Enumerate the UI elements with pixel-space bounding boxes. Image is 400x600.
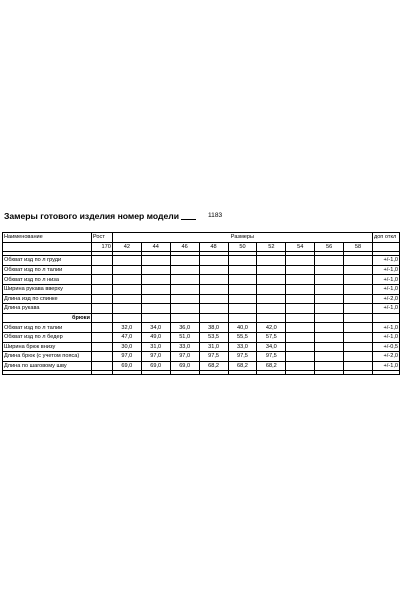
empty-cell	[315, 275, 344, 285]
size-value: 46	[170, 242, 199, 252]
empty-cell	[372, 242, 399, 252]
empty-cell	[257, 256, 286, 266]
measure-value: 97,5	[199, 352, 228, 362]
empty-cell	[257, 265, 286, 275]
tolerance-value: +/-1,0	[372, 323, 399, 333]
empty-cell	[315, 332, 344, 342]
empty-cell	[112, 284, 141, 294]
empty-cell	[199, 313, 228, 323]
empty-cell	[315, 304, 344, 314]
empty-cell	[286, 342, 315, 352]
tolerance-value: +/-2,0	[372, 294, 399, 304]
empty-cell	[286, 294, 315, 304]
empty-cell	[199, 284, 228, 294]
empty-cell	[344, 275, 373, 285]
sizes-header: Размеры	[112, 233, 372, 243]
size-value: 50	[228, 242, 257, 252]
measure-value: 32,0	[112, 323, 141, 333]
empty-cell	[315, 284, 344, 294]
empty-cell	[170, 275, 199, 285]
empty-cell	[257, 371, 286, 375]
empty-cell	[199, 275, 228, 285]
empty-cell	[315, 313, 344, 323]
measure-value: 40,0	[228, 323, 257, 333]
measure-name: Длина по шаговому шву	[3, 361, 92, 371]
empty-cell	[112, 294, 141, 304]
name-header: Наименование	[3, 233, 92, 243]
empty-cell	[286, 352, 315, 362]
header-row	[3, 233, 400, 243]
empty-cell	[228, 275, 257, 285]
empty-cell	[257, 304, 286, 314]
empty-cell	[170, 294, 199, 304]
empty-cell	[91, 275, 112, 285]
empty-cell	[228, 256, 257, 266]
empty-cell	[344, 342, 373, 352]
empty-cell	[286, 371, 315, 375]
measure-value: 31,0	[141, 342, 170, 352]
empty-cell	[286, 265, 315, 275]
empty-cell	[372, 371, 399, 375]
blank-row	[3, 371, 400, 375]
empty-cell	[141, 284, 170, 294]
measure-value: 57,5	[257, 332, 286, 342]
measure-value: 97,0	[112, 352, 141, 362]
empty-cell	[199, 371, 228, 375]
empty-cell	[315, 342, 344, 352]
empty-cell	[344, 361, 373, 371]
measure-value: 97,0	[170, 352, 199, 362]
tolerance-header: доп откл	[372, 233, 399, 243]
empty-cell	[141, 256, 170, 266]
empty-cell	[3, 371, 92, 375]
table-row	[3, 352, 400, 362]
title-underline	[181, 219, 196, 220]
table-row	[3, 323, 400, 333]
empty-cell	[141, 294, 170, 304]
measure-value: 51,0	[170, 332, 199, 342]
height-header: Рост	[91, 233, 112, 243]
empty-cell	[91, 342, 112, 352]
empty-cell	[170, 371, 199, 375]
empty-cell	[344, 265, 373, 275]
measure-value: 33,0	[170, 342, 199, 352]
empty-cell	[91, 352, 112, 362]
measure-value: 68,2	[228, 361, 257, 371]
empty-cell	[199, 256, 228, 266]
empty-cell	[286, 275, 315, 285]
empty-cell	[315, 352, 344, 362]
empty-cell	[91, 361, 112, 371]
empty-cell	[286, 313, 315, 323]
table-row	[3, 275, 400, 285]
size-value: 56	[315, 242, 344, 252]
tolerance-value: +/-2,0	[372, 352, 399, 362]
empty-cell	[141, 371, 170, 375]
empty-cell	[170, 313, 199, 323]
table-row	[3, 342, 400, 352]
size-value: 54	[286, 242, 315, 252]
empty-cell	[91, 313, 112, 323]
measure-name: Обхват изд по л талии	[3, 265, 92, 275]
size-row	[3, 242, 400, 252]
empty-cell	[286, 256, 315, 266]
empty-cell	[286, 304, 315, 314]
measure-value: 55,5	[228, 332, 257, 342]
empty-cell	[228, 313, 257, 323]
empty-cell	[141, 275, 170, 285]
measure-value: 68,2	[199, 361, 228, 371]
empty-cell	[286, 332, 315, 342]
measure-value: 53,5	[199, 332, 228, 342]
height-value: 170	[91, 242, 112, 252]
empty-cell	[315, 361, 344, 371]
empty-cell	[315, 323, 344, 333]
empty-cell	[112, 275, 141, 285]
tolerance-value: +/-1,0	[372, 265, 399, 275]
tolerance-value: +/-1,0	[372, 256, 399, 266]
size-value: 58	[344, 242, 373, 252]
empty-cell	[344, 294, 373, 304]
measure-value: 34,0	[257, 342, 286, 352]
measure-name: Длина рукава	[3, 304, 92, 314]
empty-cell	[228, 284, 257, 294]
size-value: 48	[199, 242, 228, 252]
empty-cell	[112, 304, 141, 314]
empty-cell	[141, 304, 170, 314]
empty-cell	[228, 265, 257, 275]
tolerance-value: +/-1,0	[372, 361, 399, 371]
empty-cell	[344, 352, 373, 362]
table-row	[3, 361, 400, 371]
table-row	[3, 294, 400, 304]
measure-value: 97,0	[141, 352, 170, 362]
empty-cell	[91, 332, 112, 342]
empty-cell	[257, 313, 286, 323]
measure-value: 97,5	[228, 352, 257, 362]
measure-value: 69,0	[141, 361, 170, 371]
measure-name: Длина изд по спинке	[3, 294, 92, 304]
empty-cell	[141, 313, 170, 323]
sheet-title: Замеры готового изделия номер модели	[4, 211, 180, 221]
measure-value: 33,0	[228, 342, 257, 352]
measure-value: 38,0	[199, 323, 228, 333]
model-number: 1183	[208, 212, 223, 219]
section-row	[3, 313, 400, 323]
tolerance-value: +/-0,5	[372, 342, 399, 352]
empty-cell	[91, 284, 112, 294]
measure-value: 34,0	[141, 323, 170, 333]
empty-cell	[286, 323, 315, 333]
measure-name: Обхват изд по л груди	[3, 256, 92, 266]
empty-cell	[315, 371, 344, 375]
empty-cell	[91, 256, 112, 266]
empty-cell	[344, 332, 373, 342]
empty-cell	[170, 284, 199, 294]
table-body	[3, 233, 400, 375]
empty-cell	[344, 304, 373, 314]
empty-cell	[286, 284, 315, 294]
tolerance-value: +/-1,0	[372, 304, 399, 314]
empty-cell	[257, 284, 286, 294]
size-value: 44	[141, 242, 170, 252]
empty-cell	[199, 265, 228, 275]
empty-cell	[112, 265, 141, 275]
empty-cell	[228, 304, 257, 314]
table-row	[3, 332, 400, 342]
empty-cell	[286, 361, 315, 371]
size-value: 52	[257, 242, 286, 252]
measure-value: 36,0	[170, 323, 199, 333]
measure-name: Обхват изд по л бедер	[3, 332, 92, 342]
measure-value: 97,5	[257, 352, 286, 362]
empty-cell	[315, 256, 344, 266]
size-value: 42	[112, 242, 141, 252]
section-label: брюки	[3, 313, 92, 323]
measure-name: Обхват изд по л низа	[3, 275, 92, 285]
empty-cell	[170, 256, 199, 266]
empty-cell	[141, 265, 170, 275]
measure-name: Обхват изд по л талии	[3, 323, 92, 333]
table-row	[3, 256, 400, 266]
measure-name: Ширина рукава вверху	[3, 284, 92, 294]
empty-cell	[112, 256, 141, 266]
measure-value: 47,0	[112, 332, 141, 342]
empty-cell	[344, 313, 373, 323]
empty-cell	[257, 275, 286, 285]
empty-cell	[257, 294, 286, 304]
measure-value: 31,0	[199, 342, 228, 352]
table-row	[3, 265, 400, 275]
empty-cell	[170, 304, 199, 314]
tolerance-value: +/-1,0	[372, 284, 399, 294]
table-row	[3, 284, 400, 294]
measure-value: 69,0	[112, 361, 141, 371]
empty-cell	[315, 294, 344, 304]
empty-cell	[344, 284, 373, 294]
empty-cell	[91, 323, 112, 333]
empty-cell	[372, 313, 399, 323]
measure-name: Ширина брюк внизу	[3, 342, 92, 352]
measure-name: Длина брюк (с учетом пояса)	[3, 352, 92, 362]
empty-cell	[112, 313, 141, 323]
measurement-table	[2, 232, 400, 375]
table-row	[3, 304, 400, 314]
measure-value: 69,0	[170, 361, 199, 371]
empty-cell	[199, 304, 228, 314]
empty-cell	[344, 323, 373, 333]
empty-cell	[344, 371, 373, 375]
empty-cell	[228, 294, 257, 304]
empty-cell	[91, 371, 112, 375]
measure-value: 30,0	[112, 342, 141, 352]
empty-cell	[91, 294, 112, 304]
measure-value: 68,2	[257, 361, 286, 371]
measure-value: 42,0	[257, 323, 286, 333]
empty-cell	[170, 265, 199, 275]
empty-cell	[199, 294, 228, 304]
empty-cell	[91, 265, 112, 275]
empty-cell	[228, 371, 257, 375]
tolerance-value: +/-1,0	[372, 275, 399, 285]
empty-cell	[315, 265, 344, 275]
empty-cell	[3, 242, 92, 252]
tolerance-value: +/-1,0	[372, 332, 399, 342]
empty-cell	[112, 371, 141, 375]
empty-cell	[344, 256, 373, 266]
empty-cell	[91, 304, 112, 314]
measure-value: 49,0	[141, 332, 170, 342]
